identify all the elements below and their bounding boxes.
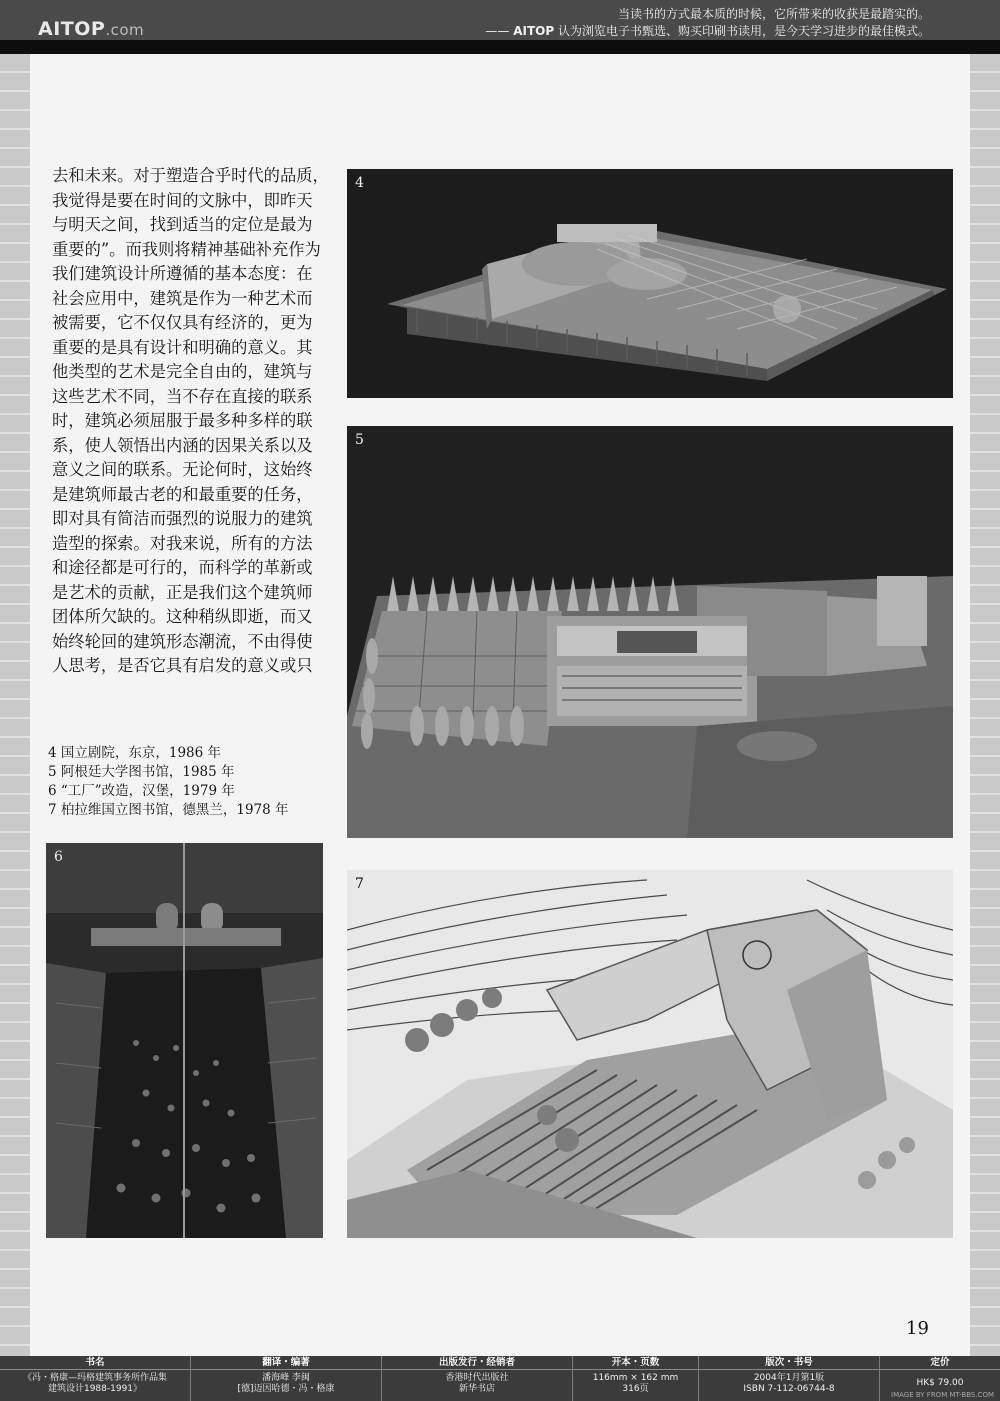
footer-translator-1: 潘海峰 李闽 xyxy=(262,1373,310,1383)
footer-book-title-2: 建筑设计1988-1991》 xyxy=(47,1384,143,1394)
body-text-line: 我觉得是要在时间的文脉中，即昨天 xyxy=(52,190,313,210)
footer-edition-2: ISBN 7-112-06744-8 xyxy=(743,1384,835,1394)
slogan-brand: AITOP xyxy=(513,24,555,38)
body-text-line: 被需要，它不仅仅具有经济的，更为 xyxy=(52,313,313,332)
body-text-line: 即对具有简洁而强烈的说服力的建筑 xyxy=(52,509,313,528)
theatre-model-drawing xyxy=(347,169,953,398)
footer-col-format xyxy=(573,1356,698,1401)
figure-number-6: 6 xyxy=(54,849,63,865)
footer-edition-1: 2004年1月第1版 xyxy=(753,1373,825,1383)
site-logo[interactable] xyxy=(38,18,144,40)
footer-col-translator xyxy=(191,1356,381,1401)
body-text-line: 和途径都是可行的，而科学的革新或 xyxy=(52,558,313,577)
national-library-model-drawing xyxy=(347,870,953,1238)
photo-university-library-model xyxy=(347,426,953,838)
footer-head-price: 定价 xyxy=(880,1356,1000,1370)
logo-text: AITOP xyxy=(38,18,106,40)
footer-col-publisher xyxy=(382,1356,572,1401)
footer-price: HK$ 79.00 xyxy=(916,1378,964,1388)
footer-format-2: 316页 xyxy=(622,1384,649,1394)
footer-publisher-1: 香港时代出版社 xyxy=(445,1373,509,1383)
body-text-line: 重要的”。而我则将精神基础补充作为 xyxy=(52,239,321,259)
body-text-line: 去和未来。对于塑造合乎时代的品质， xyxy=(52,166,329,185)
factory-interior-drawing xyxy=(46,843,323,1238)
slogan-text: 认为浏览电子书甄选、购买印刷书读用，是今天学习进步的最佳模式。 xyxy=(554,24,930,38)
footer-format-1: 116mm × 162 mm xyxy=(592,1373,679,1383)
body-text-line: 是建筑师最古老的和最重要的任务， xyxy=(52,484,313,504)
body-text-line: 意义之间的联系。无论何时，这始终 xyxy=(52,460,313,479)
photo-factory-interior xyxy=(46,843,323,1238)
book-info-footer xyxy=(0,1356,1000,1401)
body-text-line: 人思考，是否它具有启发的意义或只 xyxy=(52,656,313,675)
slogan-line-2 xyxy=(485,22,930,39)
figure-captions xyxy=(48,744,348,820)
body-text-line: 他类型的艺术是完全自由的，建筑与 xyxy=(52,362,313,381)
caption-6: 6 “工厂”改造，汉堡，1979 年 xyxy=(48,783,235,799)
library-model-drawing xyxy=(347,426,953,838)
body-text-line: 社会应用中，建筑是作为一种艺术而 xyxy=(52,288,313,308)
footer-watermark: IMAGE BY FROM MT-BBS.COM xyxy=(891,1391,994,1399)
footer-book-title-1: 《冯・格康—玛格建筑事务所作品集 xyxy=(22,1373,167,1383)
figure-number-5: 5 xyxy=(355,432,364,448)
footer-translator-2: [德]迈因哈德・冯・格康 xyxy=(237,1384,335,1394)
body-text-line: 造型的探索。对我来说，所有的方法 xyxy=(52,533,313,553)
figure-number-4: 4 xyxy=(355,175,364,191)
body-text-line: 时，建筑必须屈服于最多种多样的联 xyxy=(52,411,313,430)
photo-national-theatre-model xyxy=(347,169,953,398)
body-text xyxy=(52,164,342,679)
body-text-line: 是艺术的贡献，正是我们这个建筑师 xyxy=(52,582,313,602)
caption-4: 4 国立剧院，东京，1986 年 xyxy=(48,745,222,761)
body-text-line: 重要的是具有设计和明确的意义。其 xyxy=(52,337,313,357)
body-text-line: 我们建筑设计所遵循的基本态度：在 xyxy=(52,264,313,283)
caption-5: 5 阿根廷大学图书馆，1985 年 xyxy=(48,764,235,780)
slogan-dash: —— xyxy=(485,24,514,38)
right-margin-stripe xyxy=(970,54,1000,1356)
body-text-line: 系，使人领悟出内涵的因果关系以及 xyxy=(52,435,313,455)
body-text-line: 与明天之间，找到适当的定位是最为 xyxy=(52,215,313,234)
footer-head-publisher: 出版发行・经销者 xyxy=(382,1356,572,1370)
body-text-line: 始终轮回的建筑形态潮流，不由得使 xyxy=(52,631,313,651)
top-banner xyxy=(0,0,1000,40)
left-margin-stripe xyxy=(0,54,30,1356)
banner-divider xyxy=(0,40,1000,54)
footer-head-edition: 版次・书号 xyxy=(699,1356,879,1370)
footer-head-format: 开本・页数 xyxy=(573,1356,698,1370)
photo-national-library-model xyxy=(347,870,953,1238)
footer-col-edition xyxy=(699,1356,879,1401)
footer-head-title: 书名 xyxy=(0,1356,190,1370)
slogan-line-1: 当读书的方式最本质的时候，它所带来的收获是最踏实的。 xyxy=(617,7,930,21)
footer-head-translator: 翻译・编著 xyxy=(191,1356,381,1370)
figure-number-7: 7 xyxy=(355,876,364,892)
caption-7: 7 柏拉维国立图书馆，德黑兰，1978 年 xyxy=(48,802,289,818)
logo-suffix: .com xyxy=(105,21,145,39)
footer-col-title xyxy=(0,1356,190,1401)
body-text-line: 团体所欠缺的。这种稍纵即逝，而又 xyxy=(52,607,313,626)
page-number: 19 xyxy=(906,1318,929,1339)
body-text-line: 这些艺术不同，当不存在直接的联系 xyxy=(52,386,313,406)
footer-publisher-2: 新华书店 xyxy=(458,1384,495,1394)
